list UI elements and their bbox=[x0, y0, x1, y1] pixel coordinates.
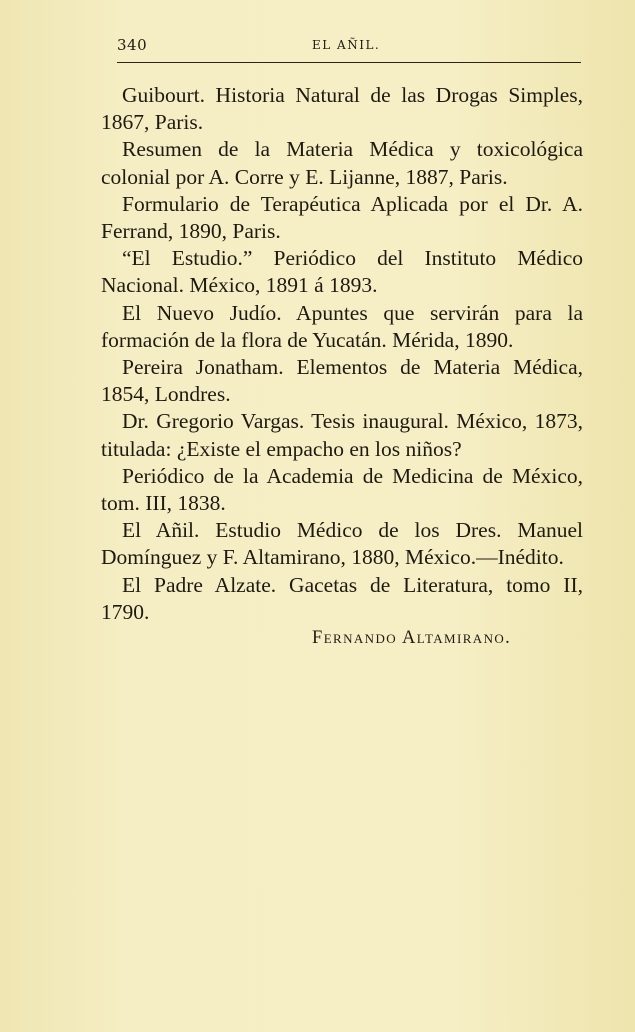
bibliography-entry: Resumen de la Materia Médica y toxicológica colonial por A. Corre y E. Lijanne, 1887, Paris. bbox=[101, 137, 583, 189]
page-number: 340 bbox=[117, 36, 148, 54]
bibliography-entry: “El Estudio.” Periódico del Instituto Médico Nacional. México, 1891 á 1893. bbox=[101, 246, 583, 298]
header-rule bbox=[117, 62, 581, 63]
running-title: EL AÑIL. bbox=[312, 38, 381, 52]
author-signature: Fernando Altamirano. bbox=[312, 628, 512, 648]
bibliography-entry: El Padre Alzate. Gacetas de Literatura, tomo II, 1790. bbox=[101, 572, 583, 624]
bibliography-entry: Periódico de la Academia de Medicina de México, tom. III, 1838. bbox=[101, 463, 583, 516]
bibliography-entry: El Nuevo Judío. Apuntes que servirán para la formación de la flora de Yucatán. Mérida, 1890. bbox=[101, 300, 583, 352]
bibliography-entry: El Añil. Estudio Médico de los Dres. Manuel Domínguez y F. Altamirano, 1880, México.—Inédito. bbox=[101, 518, 583, 570]
bibliography-entry: Pereira Jonatham. Elementos de Materia Médica, 1854, Londres. bbox=[101, 355, 583, 407]
bibliography-entry: Guibourt. Historia Natural de las Drogas Simples, 1867, Paris. bbox=[101, 83, 583, 135]
bibliography-entry: Dr. Gregorio Vargas. Tesis inaugural. México, 1873, titulada: ¿Existe el empacho en los niños? bbox=[101, 409, 583, 461]
page-header bbox=[117, 36, 581, 58]
bibliography-list bbox=[101, 82, 583, 626]
bibliography-entry: Formulario de Terapéutica Aplicada por el Dr. A. Ferrand, 1890, Paris. bbox=[101, 191, 583, 244]
